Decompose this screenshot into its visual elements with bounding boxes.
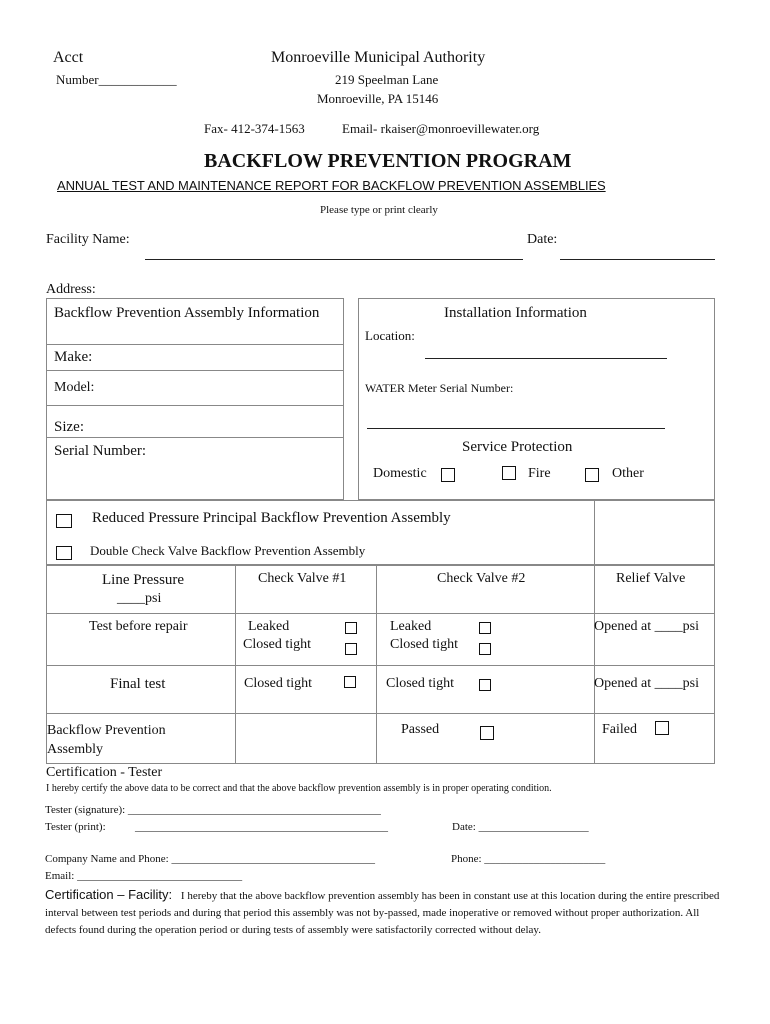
page-subtitle: ANNUAL TEST AND MAINTENANCE REPORT FOR BACKFLOW PREVENTION ASSEMBLIES [57, 178, 606, 193]
org-email: Email- rkaiser@monroevillewater.org [342, 121, 540, 136]
double-check-label: Double Check Valve Backflow Prevention Assembly [90, 543, 366, 558]
cv1-closed-tight-label: Closed tight [243, 637, 312, 652]
company-phone-field[interactable]: Company Name and Phone: _____________________________________ [45, 853, 375, 865]
final-relief-opened-at-field[interactable]: Opened at ____psi [594, 676, 699, 691]
meter-serial-field[interactable] [367, 428, 665, 429]
cv1-leaked-checkbox[interactable] [345, 622, 357, 634]
passed-checkbox[interactable] [480, 726, 494, 740]
assembly-info-box [46, 298, 344, 500]
reduced-pressure-checkbox[interactable] [56, 514, 72, 528]
cv1-closed-tight-checkbox[interactable] [345, 643, 357, 655]
address-label: Address: [46, 282, 96, 297]
facility-name-field[interactable] [145, 259, 523, 260]
org-fax: Fax- 412-374-1563 [204, 121, 305, 136]
meter-serial-label: WATER Meter Serial Number: [365, 381, 514, 395]
cv1-leaked-label: Leaked [248, 619, 290, 634]
line-pressure-header: Line Pressure [102, 572, 185, 588]
double-check-checkbox[interactable] [56, 546, 72, 560]
final-cv1-closed-tight-checkbox[interactable] [344, 676, 356, 688]
final-cv2-closed-tight-checkbox[interactable] [479, 679, 491, 691]
assembly-info-heading: Backflow Prevention Assembly Information [54, 305, 320, 321]
tester-date-field[interactable]: Date: ____________________ [452, 821, 589, 833]
date-label: Date: [527, 232, 558, 247]
email-field[interactable]: Email: ______________________________ [45, 870, 243, 882]
failed-checkbox[interactable] [655, 721, 669, 735]
fire-label: Fire [528, 466, 551, 481]
relief-valve-header: Relief Valve [616, 571, 686, 586]
date-field[interactable] [560, 259, 715, 260]
line-pressure-psi-field[interactable]: ____psi [117, 591, 162, 606]
fire-checkbox[interactable] [502, 466, 516, 480]
domestic-checkbox[interactable] [441, 468, 455, 482]
final-cv1-closed-tight-label: Closed tight [244, 676, 313, 691]
org-name: Monroeville Municipal Authority [271, 49, 486, 66]
cert-tester-statement: I hereby certify the above data to be correct and that the above backflow prevention assembly is in proper operating condition. [46, 783, 552, 794]
tester-signature-field[interactable]: Tester (signature): ______________________________________________ [45, 804, 381, 816]
bpa-result-label: Backflow Prevention Assembly [47, 723, 166, 757]
divider [46, 665, 715, 666]
serial-number-label: Serial Number: [54, 443, 147, 459]
failed-label: Failed [602, 722, 637, 737]
cert-facility-statement: I hereby that the above backflow prevention assembly has been in constant use at this location during the entire prescribed interval between test periods and during that period this assembly was not by-passed, made inoperative or removed without proper authorization. All defects found during the operation period or during tests of assembly were satisfactorily corrected without delay. [45, 890, 720, 936]
cv2-leaked-checkbox[interactable] [479, 622, 491, 634]
cert-tester-heading: Certification - Tester [46, 765, 163, 780]
check-valve-2-header: Check Valve #2 [437, 571, 526, 586]
other-checkbox[interactable] [585, 468, 599, 482]
divider [46, 437, 344, 438]
instruction-text: Please type or print clearly [320, 204, 438, 216]
size-label: Size: [54, 419, 84, 435]
org-city: Monroeville, PA 15146 [317, 91, 439, 106]
acct-label: Acct [53, 49, 84, 66]
cv2-closed-tight-checkbox[interactable] [479, 643, 491, 655]
divider [46, 344, 344, 345]
domestic-label: Domestic [373, 466, 427, 481]
service-protection-heading: Service Protection [462, 439, 573, 455]
divider [46, 405, 344, 406]
tester-print-label: Tester (print): [45, 821, 106, 833]
final-test-label: Final test [110, 676, 166, 692]
test-before-repair-label: Test before repair [89, 619, 188, 634]
cert-facility-block [45, 886, 729, 939]
divider [46, 713, 715, 714]
cv2-closed-tight-label: Closed tight [390, 637, 459, 652]
org-street: 219 Speelman Lane [335, 72, 439, 87]
relief-opened-at-field[interactable]: Opened at ____psi [594, 619, 699, 634]
make-label: Make: [54, 349, 93, 365]
cv2-leaked-label: Leaked [390, 619, 432, 634]
reduced-pressure-label: Reduced Pressure Principal Backflow Prevention Assembly [92, 510, 451, 526]
divider [594, 500, 595, 565]
page-title: BACKFLOW PREVENTION PROGRAM [204, 150, 572, 172]
acct-number-field[interactable]: Number____________ [56, 72, 177, 87]
installation-info-heading: Installation Information [444, 305, 587, 321]
phone-field[interactable]: Phone: ______________________ [451, 853, 606, 865]
final-cv2-closed-tight-label: Closed tight [386, 676, 455, 691]
facility-name-label: Facility Name: [46, 232, 130, 247]
cert-facility-heading: Certification – Facility: [45, 887, 173, 902]
divider [46, 613, 715, 614]
model-label: Model: [54, 380, 95, 395]
divider [46, 370, 344, 371]
passed-label: Passed [401, 722, 440, 737]
other-label: Other [612, 466, 644, 481]
location-label: Location: [365, 328, 415, 343]
tester-print-field[interactable]: ______________________________________________ [135, 821, 388, 833]
location-field[interactable] [425, 358, 667, 359]
check-valve-1-header: Check Valve #1 [258, 571, 347, 586]
